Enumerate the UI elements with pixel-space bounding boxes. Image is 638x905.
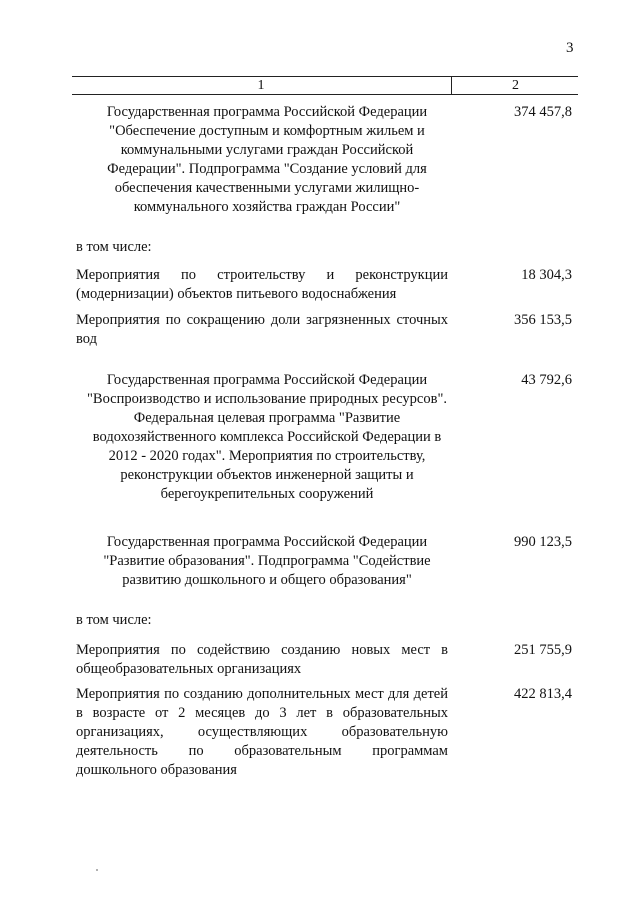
column-2-header: 2 <box>451 77 579 94</box>
natural-resources-program-text: Государственная программа Российской Федерации "Воспроизводство и использование природных ресурсов". Федеральная целевая программа "Развитие водохозяйственного комплекса Российской Федерации в 2012 - 2020 годах". Мероприятия по строительству, реконструкции объектов инженерной защиты и берегоукрепительных сооружений <box>86 372 448 502</box>
water-supply-measures-value: 18 304,3 <box>521 267 572 283</box>
preschool-places-text: Мероприятия по созданию дополнительных мест для детей в возрасте от 2 месяцев до 3 лет в образовательных организациях, осуществляющих образовательную деятельность по образовательным программам дошкольного образования <box>76 686 448 778</box>
page-number: 3 <box>566 40 574 56</box>
including-label-2: в том числе: <box>76 612 152 628</box>
column-1-header: 1 <box>257 78 265 93</box>
table-header <box>72 76 578 95</box>
new-school-places-text: Мероприятия по содействию созданию новых мест в общеобразовательных организациях <box>76 642 448 677</box>
new-school-places-value: 251 755,9 <box>514 642 572 658</box>
wastewater-measures-text: Мероприятия по сокращению доли загрязненных сточных вод <box>76 312 448 347</box>
water-supply-measures-text: Мероприятия по строительству и реконструкции (модернизации) объектов питьевого водоснабжения <box>76 267 448 302</box>
including-label: в том числе: <box>76 239 152 255</box>
education-program-value: 990 123,5 <box>514 534 572 550</box>
scan-speck <box>96 869 98 871</box>
housing-program-value: 374 457,8 <box>514 104 572 120</box>
housing-program-text: Государственная программа Российской Федерации "Обеспечение доступным и комфортным жильем и коммунальными услугами граждан Российской Федерации". Подпрограмма "Создание условий для обеспечения качественными услугами жилищно-коммунального хозяйства граждан России" <box>106 104 428 215</box>
education-program-text: Государственная программа Российской Федерации "Развитие образования". Подпрограмма "Содействие развитию дошкольного и общего образования" <box>103 534 431 588</box>
natural-resources-program-value: 43 792,6 <box>521 372 572 388</box>
wastewater-measures-value: 356 153,5 <box>514 312 572 328</box>
preschool-places-value: 422 813,4 <box>514 686 572 702</box>
